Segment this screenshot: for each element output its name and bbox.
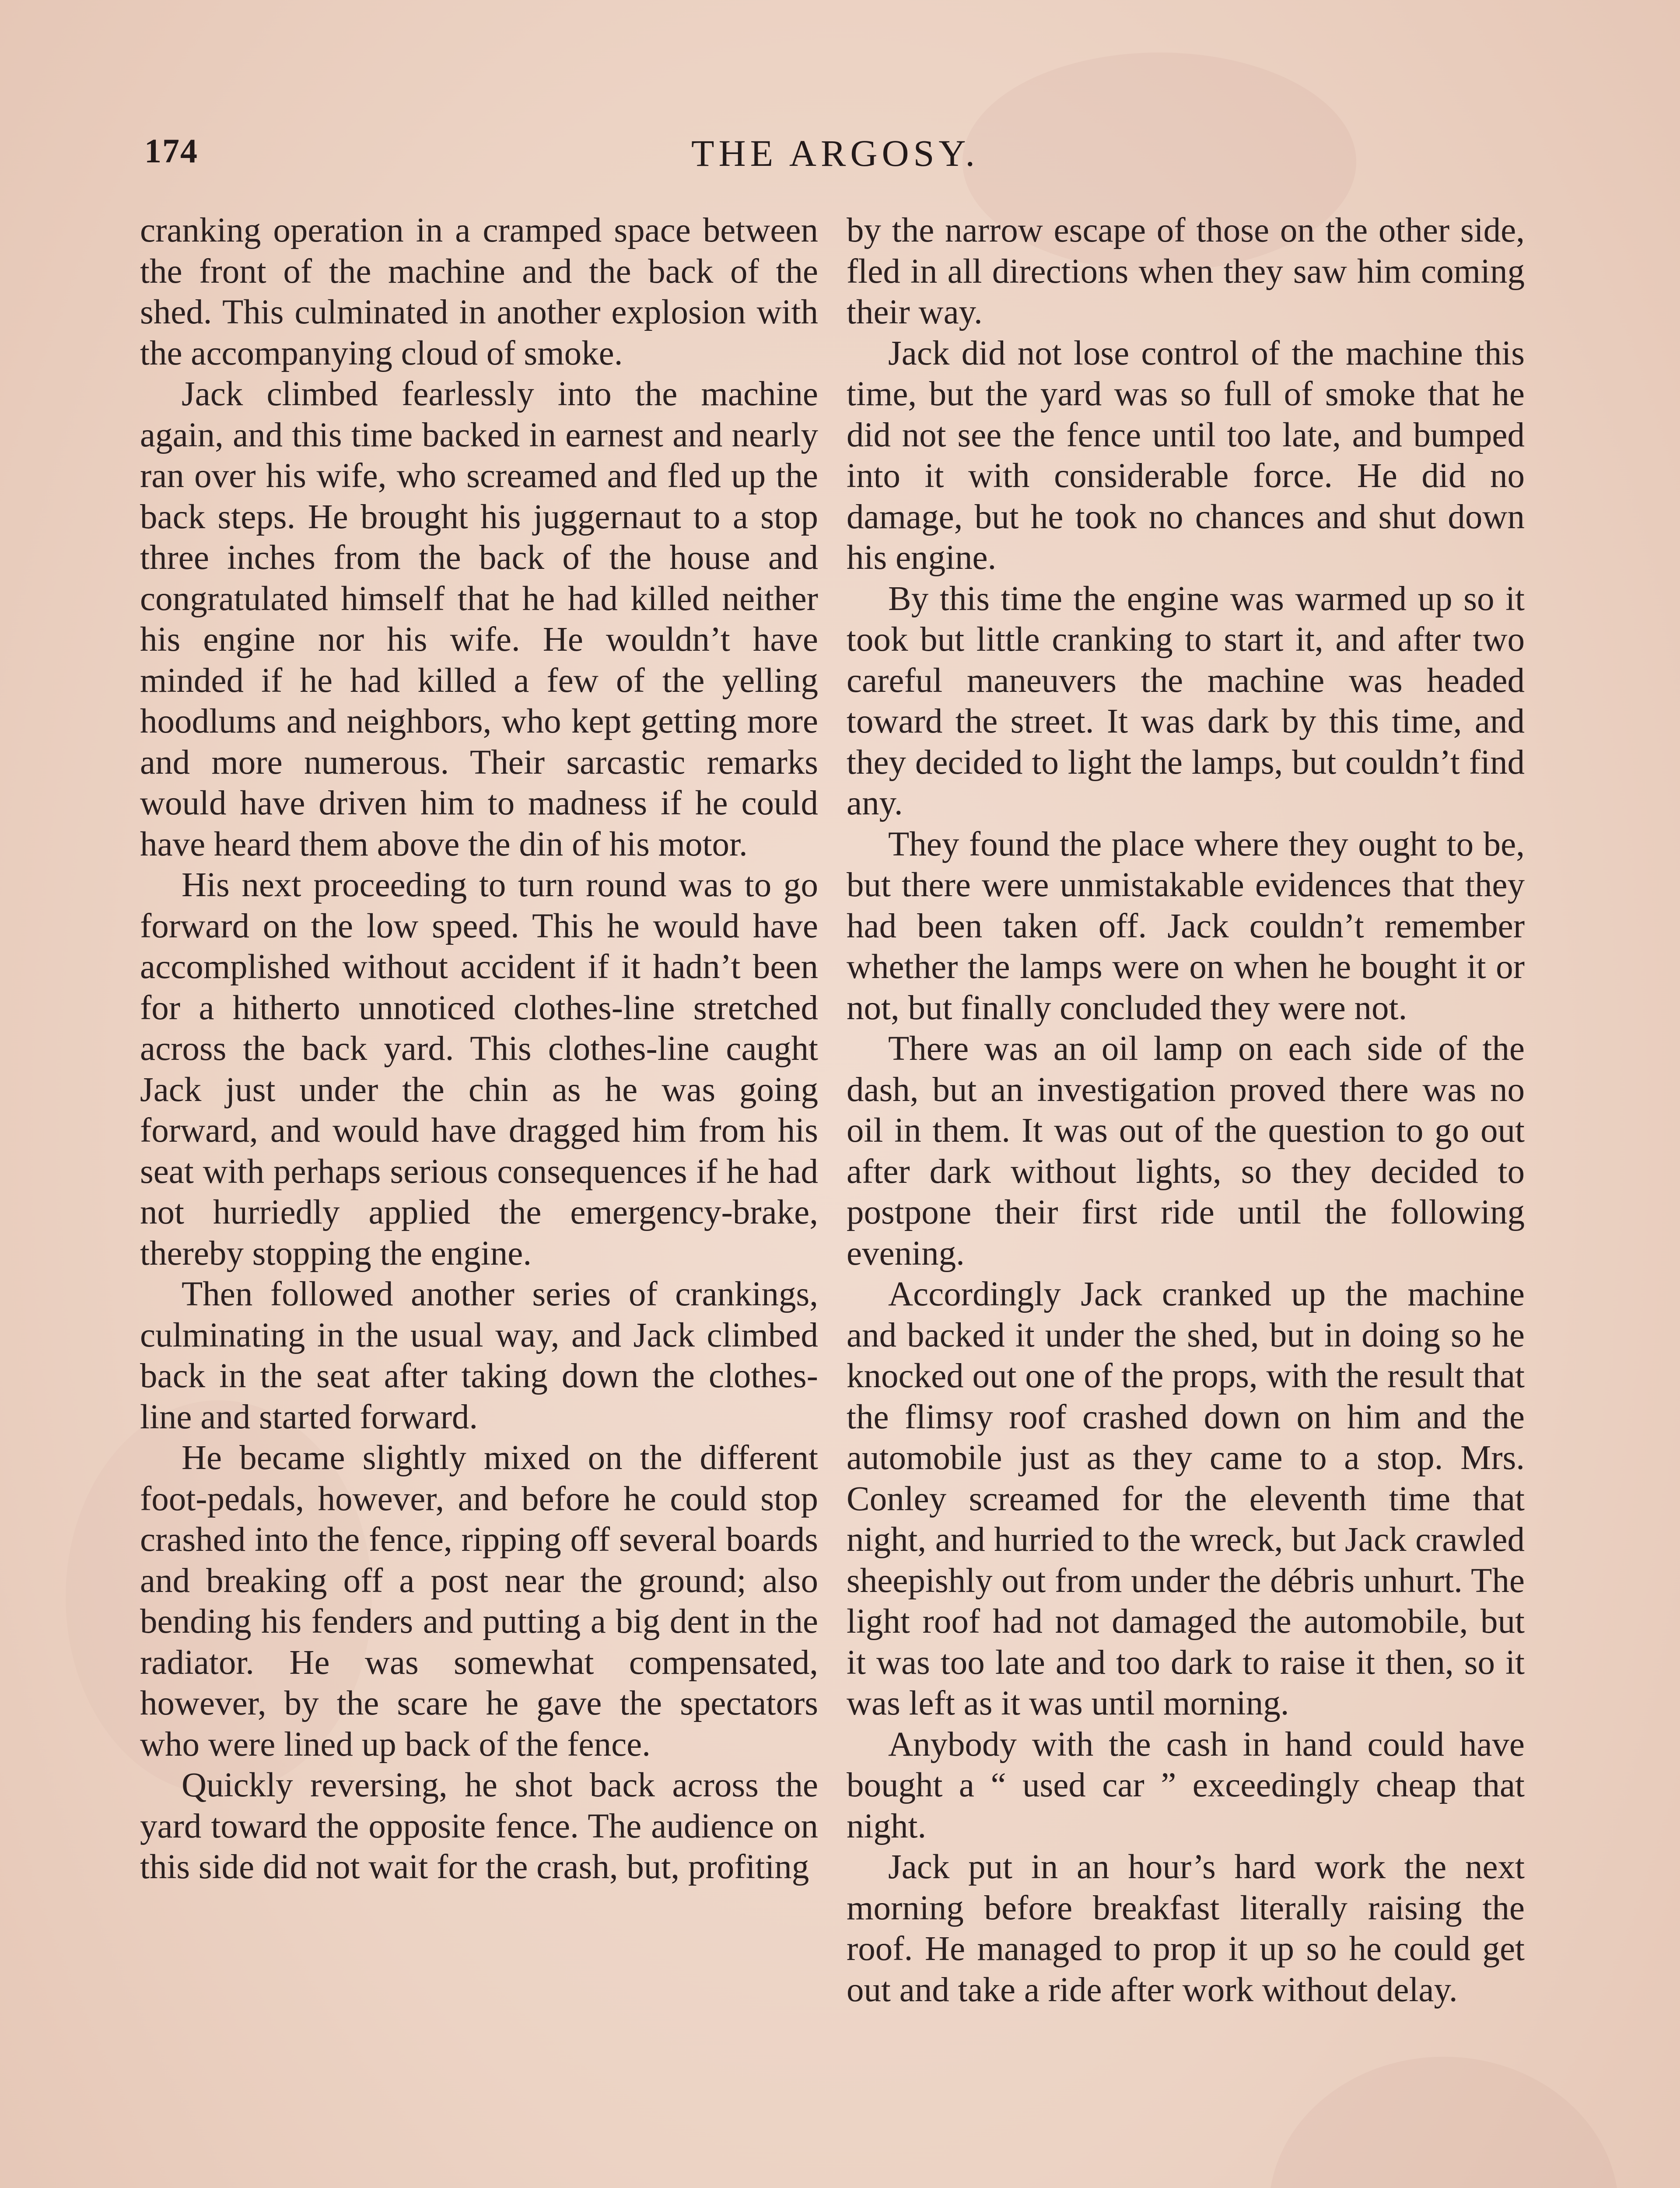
paragraph: cranking operation in a cramped space between the front of the machine and the back of the shed. This culminated in another explosion with the accompanying cloud of smoke.	[140, 211, 818, 372]
left-column	[140, 210, 818, 1888]
page-header	[0, 131, 1680, 179]
paragraph: His next proceeding to turn round was to go forward on the low speed. This he would have accomplished without accident if it hadn’t been for a hitherto unnoticed clothes-line stretched across the back yard. This clothes-line caught Jack just under the chin as he was going forward, and would have dragged him from his seat with perhaps serious consequences if he had not hurriedly applied the emergency-brake, thereby stopping the engine.	[140, 866, 818, 1273]
paragraph: Anybody with the cash in hand could have bought a “ used car ” exceedingly cheap that night.	[847, 1725, 1525, 1845]
right-column	[847, 210, 1525, 2010]
paragraph: There was an oil lamp on each side of the dash, but an investigation proved there was no oil in them. It was out of the question to go out after dark without lights, so they decided to postpone their first ride until the following evening.	[847, 1030, 1525, 1273]
paragraph: Accordingly Jack cranked up the machine and backed it under the shed, but in doing so he knocked out one of the props, with the result that the flimsy roof crashed down on him and the automobile just as they came to a stop. Mrs. Conley screamed for the eleventh time that night, and hurried to the wreck, but Jack crawled sheepishly out from under the débris unhurt. The light roof had not damaged the automobile, but it was too late and too dark to raise it then, so it was left as it was until morning.	[847, 1275, 1525, 1722]
paragraph: They found the place where they ought to be, but there were unmistakable evidences that they had been taken off. Jack couldn’t remember whether the lamps were on when he bought it or not, but finally concluded they were not.	[847, 825, 1525, 1027]
paragraph: Jack climbed fearlessly into the machine again, and this time backed in earnest and nearly ran over his wife, who screamed and fled up the back steps. He brought his juggernaut to a stop three inches from the back of the house and congratulated himself that he had killed neither his engine nor his wife. He wouldn’t have minded if he had killed a few of the yelling hoodlums and neighbors, who kept getting more and more numerous. Their sarcastic remarks would have driven him to madness if he could have heard them above the din of his motor.	[140, 375, 818, 863]
paragraph: He became slightly mixed on the different foot-pedals, however, and before he could stop crashed into the fence, ripping off several boards and breaking off a post near the ground; also bending his fenders and putting a big dent in the radiator. He was somewhat compensated, however, by the scare he gave the spectators who were lined up back of the fence.	[140, 1439, 818, 1764]
page-number: 174	[144, 132, 198, 170]
running-title: THE ARGOSY.	[691, 132, 979, 174]
paragraph: Jack did not lose control of the machine this time, but the yard was so full of smoke that he did not see the fence until too late, and bumped into it with considerable force. He did no damage, but he took no chances and shut down his engine.	[847, 334, 1525, 577]
paragraph: Then followed another series of crankings, culminating in the usual way, and Jack climbed back in the seat after taking down the clothes-line and started forward.	[140, 1275, 818, 1436]
paragraph: Jack put in an hour’s hard work the next morning before breakfast literally raising the roof. He managed to prop it up so he could get out and take a ride after work without delay.	[847, 1848, 1525, 2009]
paragraph: By this time the engine was warmed up so it took but little cranking to start it, and after two careful maneuvers the machine was headed toward the street. It was dark by this time, and they decided to light the lamps, but couldn’t find any.	[847, 579, 1525, 822]
paragraph: by the narrow escape of those on the other side, fled in all directions when they saw him coming their way.	[847, 211, 1525, 331]
paragraph: Quickly reversing, he shot back across the yard toward the opposite fence. The audience on this side did not wait for the crash, but, profiting	[140, 1766, 818, 1886]
